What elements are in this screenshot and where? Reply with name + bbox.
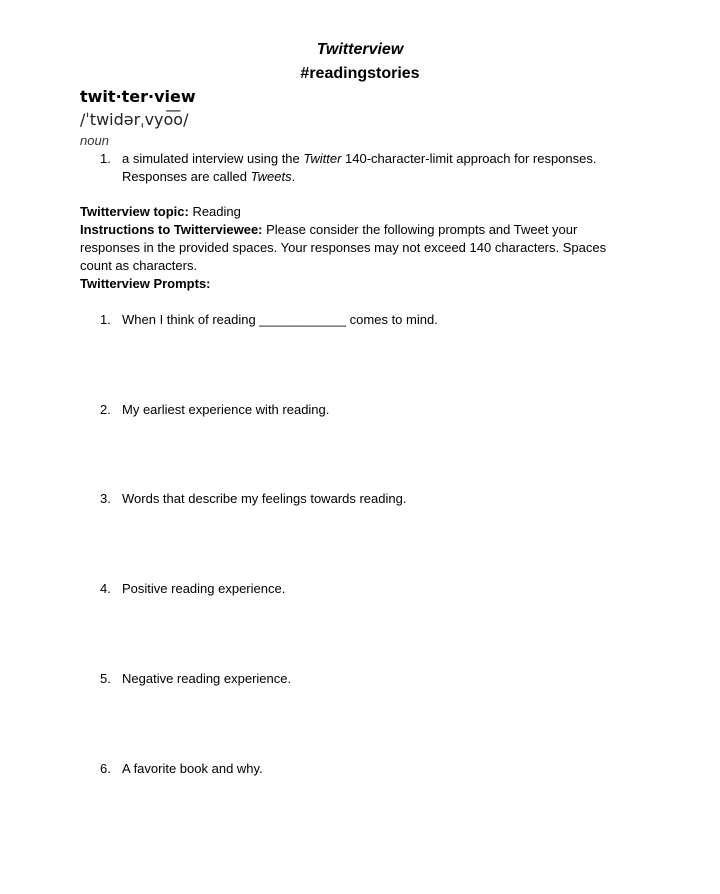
prompts-heading-label: Twitterview Prompts:: [80, 276, 211, 291]
instructions-text: Please consider the following prompts and Tweet your responses in the provided spaces. Your responses may not exceed 140 characters. Spaces count as characters.: [80, 222, 607, 273]
prompt-text: My earliest experience with reading.: [122, 402, 330, 417]
pronunciation: /ˈtwidərˌvyo͞o/: [80, 110, 189, 129]
definition-text-part: a simulated interview using the: [122, 151, 304, 166]
definition-italic-term: Twitter: [303, 151, 342, 166]
prompt-text: Positive reading experience.: [122, 581, 286, 596]
prompt-number: 4.: [100, 581, 111, 596]
part-of-speech: noun: [80, 133, 109, 148]
prompt-text: Words that describe my feelings towards reading.: [122, 491, 407, 506]
definition-text: [122, 150, 642, 186]
prompts-heading: [80, 275, 640, 293]
prompt-text: When I think of reading ____________ comes to mind.: [122, 312, 438, 327]
definition-number: 1.: [100, 151, 111, 166]
prompt-number: 5.: [100, 671, 111, 686]
topic-value: Reading: [188, 204, 241, 219]
definition-italic-term: Tweets: [250, 169, 292, 184]
prompt-number: 6.: [100, 761, 111, 776]
prompt-number: 1.: [100, 312, 111, 327]
dictionary-headword: twit·ter·view: [80, 87, 196, 106]
instructions-label: Instructions to Twitterviewee:: [80, 222, 263, 237]
prompt-text: Negative reading experience.: [122, 671, 292, 686]
instructions-paragraph: [80, 221, 640, 275]
document-title: Twitterview: [316, 41, 404, 58]
topic-label: Twitterview topic:: [80, 204, 189, 219]
prompt-number: 2.: [100, 402, 111, 417]
document-hashtag: #readingstories: [300, 65, 420, 82]
prompt-text: A favorite book and why.: [122, 761, 263, 776]
definition-text-part: .: [291, 169, 296, 184]
prompt-number: 3.: [100, 491, 111, 506]
definition-text-part: 140-character-limit approach for responses. Responses are called: [122, 151, 597, 184]
topic-line: [80, 203, 640, 221]
